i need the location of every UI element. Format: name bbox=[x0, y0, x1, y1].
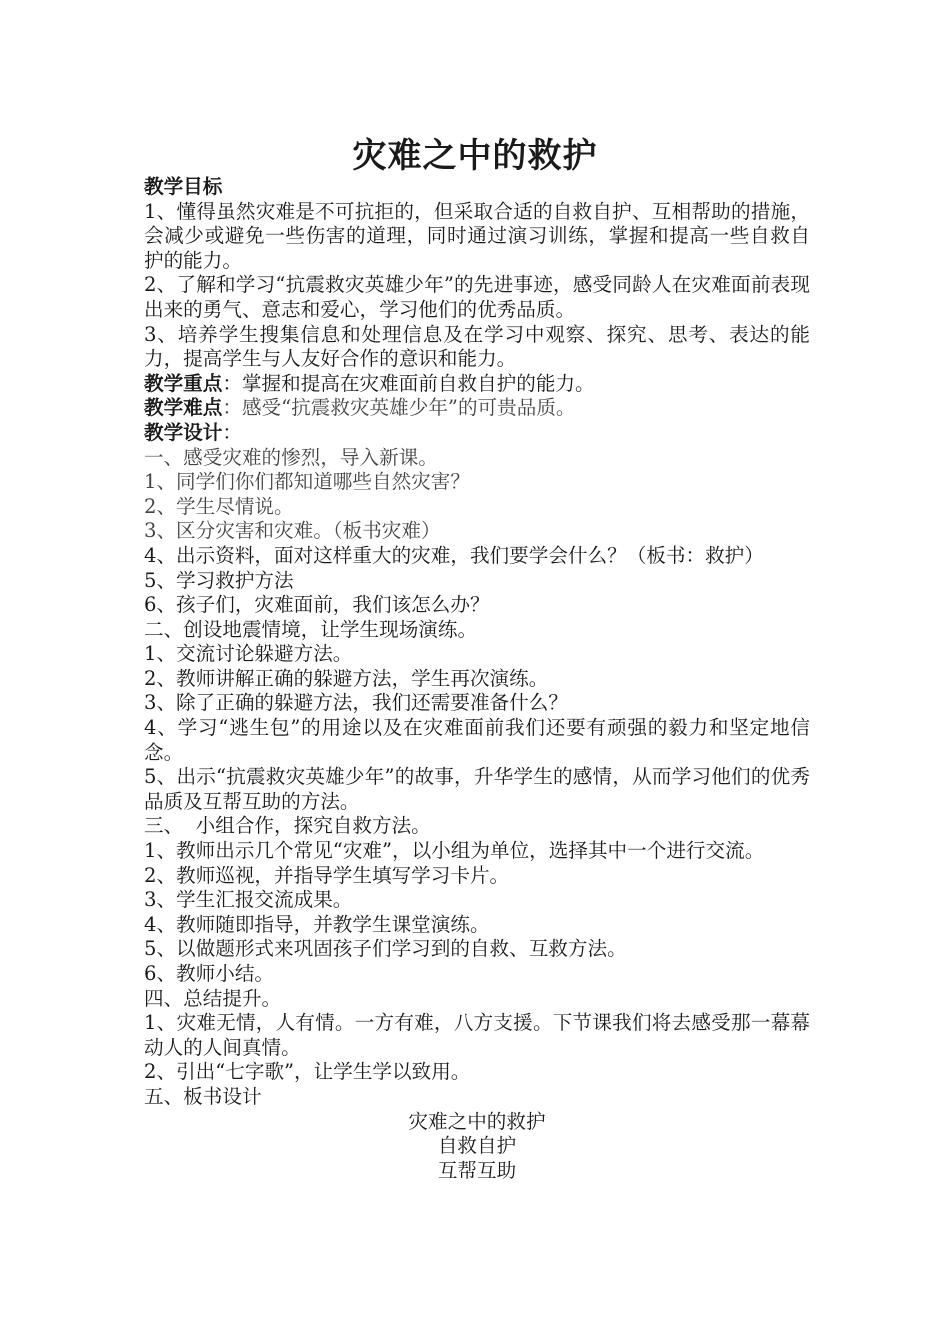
objective-item-2: 2、了解和学习“抗震救灾英雄少年”的先进事迹，感受同龄人在灾难面前表现出来的勇气、意志和爱心，学习他们的优秀品质。 bbox=[144, 273, 810, 321]
section-1-item: 1、同学们你们都知道哪些自然灾害？ bbox=[144, 470, 470, 494]
section-3-item: 3、学生汇报交流成果。 bbox=[144, 888, 353, 912]
section-2-item: 4、学习“逃生包”的用途以及在灾难面前我们还要有顽强的毅力和坚定地信念。 bbox=[144, 716, 810, 764]
section-4-item: 2、引出“七字歌”，让学生学以致用。 bbox=[144, 1060, 471, 1084]
key-point bbox=[144, 372, 810, 397]
section-heading-1: 一、感受灾难的惨烈，导入新课。 bbox=[144, 445, 438, 469]
design-heading bbox=[144, 421, 810, 446]
board-title: 灾难之中的救护 bbox=[408, 1109, 546, 1133]
key-point-text: ：掌握和提高在灾难面前自救自护的能力。 bbox=[222, 371, 595, 395]
section-3-item: 1、教师出示几个常见“灾难”，以小组为单位，选择其中一个进行交流。 bbox=[144, 839, 765, 863]
section-1-item: 5、学习救护方法 bbox=[144, 568, 294, 592]
objective-item-1: 1、懂得虽然灾难是不可抗拒的，但采取合适的自救自护、互相帮助的措施，会减少或避免一些伤害的道理，同时通过演习训练，掌握和提高一些自救自护的能力。 bbox=[144, 199, 810, 272]
board-line-1: 自救自护 bbox=[437, 1134, 517, 1158]
difficulty bbox=[144, 396, 810, 421]
design-colon: ： bbox=[222, 420, 242, 444]
section-3-item: 2、教师巡视，并指导学生填写学习卡片。 bbox=[144, 863, 510, 887]
section-1-item: 6、孩子们，灾难面前，我们该怎么办？ bbox=[144, 593, 490, 617]
objective-item-3: 3、培养学生搜集信息和处理信息及在学习中观察、探究、思考、表达的能力，提高学生与人友好合作的意识和能力。 bbox=[144, 322, 810, 371]
document-body bbox=[144, 175, 810, 1183]
section-heading-2: 二、创设地震情境，让学生现场演练。 bbox=[144, 617, 478, 641]
key-point-label: 教学重点 bbox=[144, 371, 223, 395]
board-line-2: 互帮互助 bbox=[437, 1158, 517, 1182]
difficulty-text: ：感受“抗震救灾英雄少年”的可贵品质。 bbox=[222, 396, 576, 420]
section-3-item: 4、教师随即指导，并教学生课堂演练。 bbox=[144, 912, 490, 936]
section-2-item: 5、出示“抗震救灾英雄少年”的故事，升华学生的感情，从而学习他们的优秀品质及互帮互助的方法。 bbox=[144, 765, 810, 813]
section-1-item: 3、区分灾害和灾难。（板书灾难） bbox=[144, 519, 441, 543]
section-heading-5: 五、板书设计 bbox=[144, 1084, 262, 1108]
section-2-item: 3、除了正确的躲避方法，我们还需要准备什么？ bbox=[144, 691, 568, 715]
objectives-heading: 教学目标 bbox=[144, 175, 223, 198]
design-label: 教学设计 bbox=[144, 420, 223, 444]
section-heading-3: 三、 小组合作，探究自救方法。 bbox=[144, 814, 431, 838]
section-1-item: 2、学生尽情说。 bbox=[144, 494, 294, 518]
section-2-item: 1、交流讨论躲避方法。 bbox=[144, 642, 353, 666]
section-1-item: 4、出示资料，面对这样重大的灾难，我们要学会什么？（板书：救护） bbox=[144, 543, 764, 567]
section-3-item: 6、教师小结。 bbox=[144, 962, 275, 985]
section-2-item: 2、教师讲解正确的躲避方法，学生再次演练。 bbox=[144, 666, 549, 690]
section-3-item: 5、以做题形式来巩固孩子们学习到的自救、互救方法。 bbox=[144, 937, 627, 961]
difficulty-label: 教学难点 bbox=[144, 396, 223, 420]
section-heading-4: 四、总结提升。 bbox=[144, 986, 282, 1010]
document-title: 灾难之中的救护 bbox=[352, 136, 598, 176]
board-design bbox=[144, 1110, 810, 1184]
section-4-item: 1、灾难无情，人有情。一方有难，八方支援。下节课我们将去感受那一幕幕动人的人间真情。 bbox=[144, 1011, 810, 1059]
